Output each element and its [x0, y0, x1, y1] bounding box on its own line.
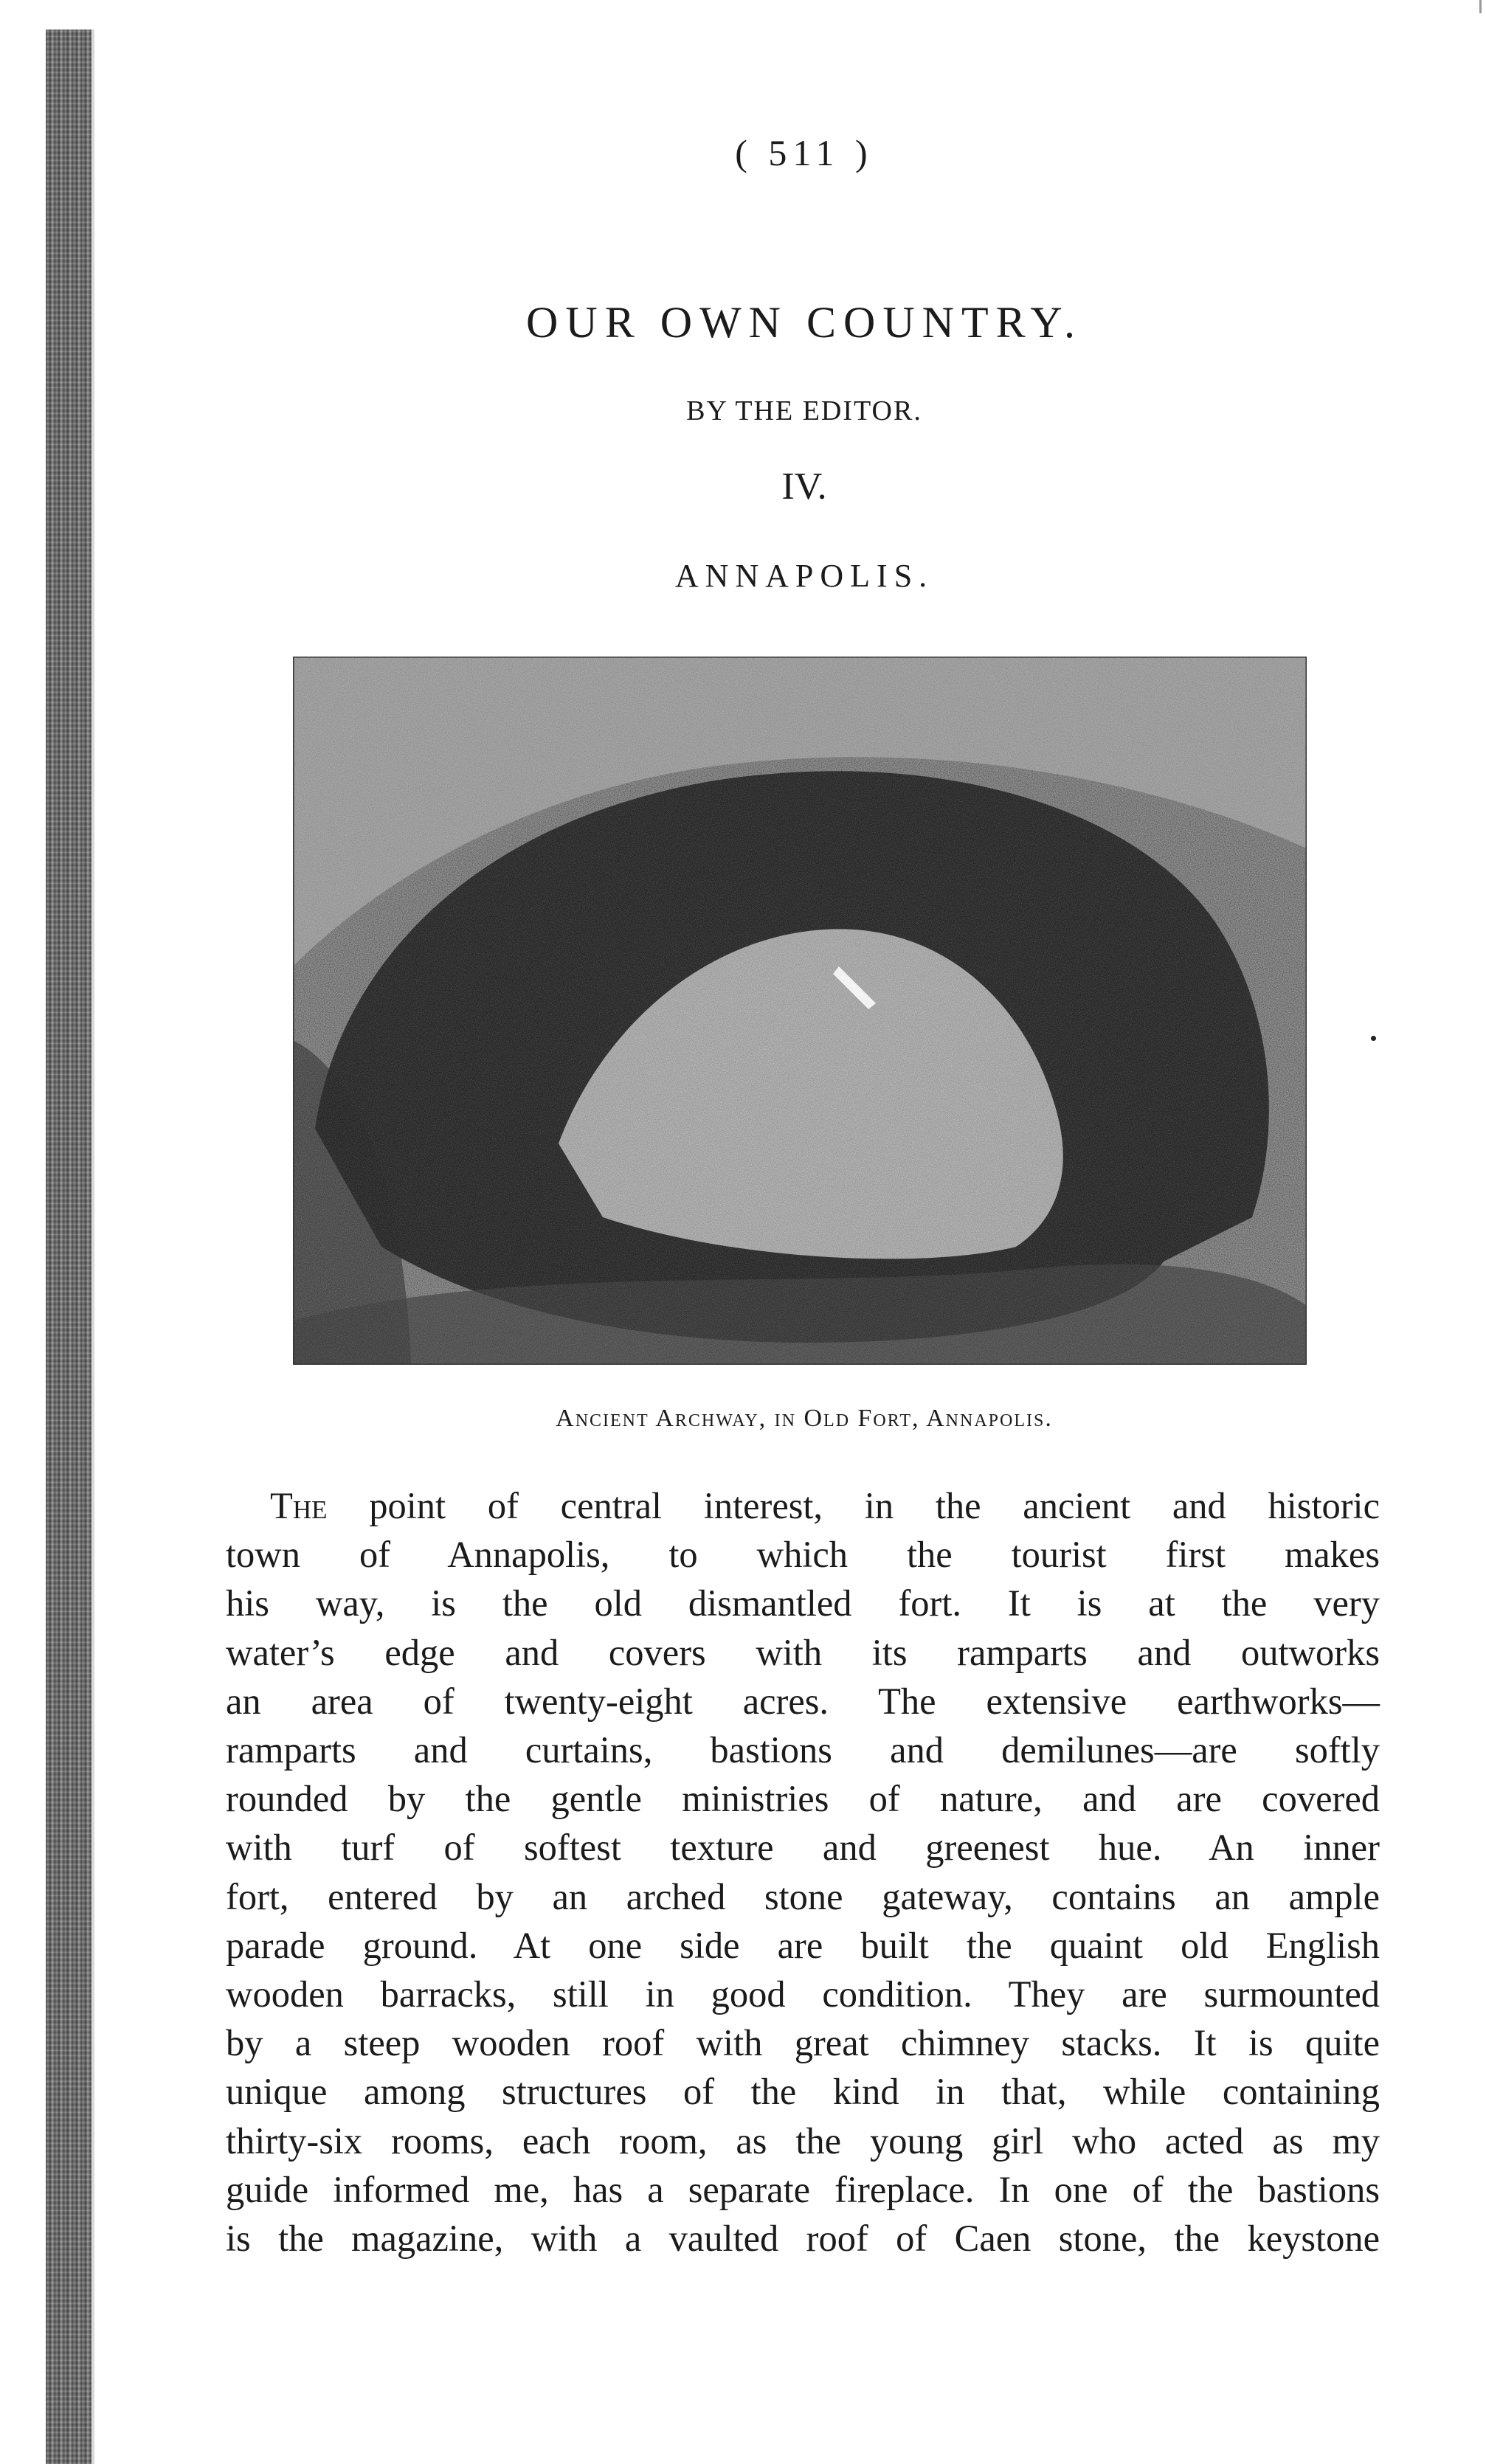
- text-line: with turf of softest texture and greenest hue. An inner: [226, 1827, 1380, 1869]
- text-line: unique among structures of the kind in that, while containing: [226, 2071, 1380, 2113]
- scan-mark: [1479, 0, 1482, 13]
- article-body: [226, 1481, 1380, 2263]
- text-line: an area of twenty-eight acres. The extensive earthworks—: [226, 1680, 1380, 1722]
- ink-speck: [1371, 1036, 1376, 1041]
- text-line: rounded by the gentle ministries of nature, and are covered: [226, 1778, 1380, 1820]
- text-line: water’s edge and covers with its ramparts and outworks: [226, 1631, 1380, 1673]
- line-text: point of central interest, in the ancient and historic: [327, 1485, 1380, 1526]
- part-number: IV.: [781, 466, 827, 508]
- text-line: ramparts and curtains, bastions and demilunes—are softly: [226, 1729, 1380, 1771]
- series-title: OUR OWN COUNTRY.: [526, 298, 1082, 347]
- text-line: town of Annapolis, to which the tourist first makes: [226, 1534, 1380, 1576]
- figure-caption-text: Ancient Archway, in Old Fort, Annapolis.: [556, 1405, 1053, 1432]
- drop-lead-word: The: [270, 1485, 328, 1526]
- text-line: thirty-six rooms, each room, as the young girl who acted as my: [226, 2119, 1380, 2162]
- section-title: ANNAPOLIS.: [674, 558, 934, 594]
- figure-caption: [0, 1405, 1486, 1433]
- text-line: parade ground. At one side are built the quaint old English: [226, 1924, 1380, 1966]
- text-line: by a steep wooden roof with great chimney stacks. It is quite: [226, 2022, 1380, 2064]
- text-line: fort, entered by an arched stone gateway, contains an ample: [226, 1875, 1380, 1917]
- text-line: his way, is the old dismantled fort. It is at the very: [226, 1582, 1380, 1624]
- text-line: [226, 1481, 1380, 1530]
- archway-engraving: [293, 657, 1307, 1365]
- byline: BY THE EDITOR.: [686, 395, 922, 426]
- page-number: ( 511 ): [735, 132, 874, 173]
- text-line: wooden barracks, still in good condition. They are surmounted: [226, 1973, 1380, 2015]
- text-line: guide informed me, has a separate fireplace. In one of the bastions: [226, 2168, 1380, 2210]
- text-line: is the magazine, with a vaulted roof of Caen stone, the keystone: [226, 2218, 1380, 2260]
